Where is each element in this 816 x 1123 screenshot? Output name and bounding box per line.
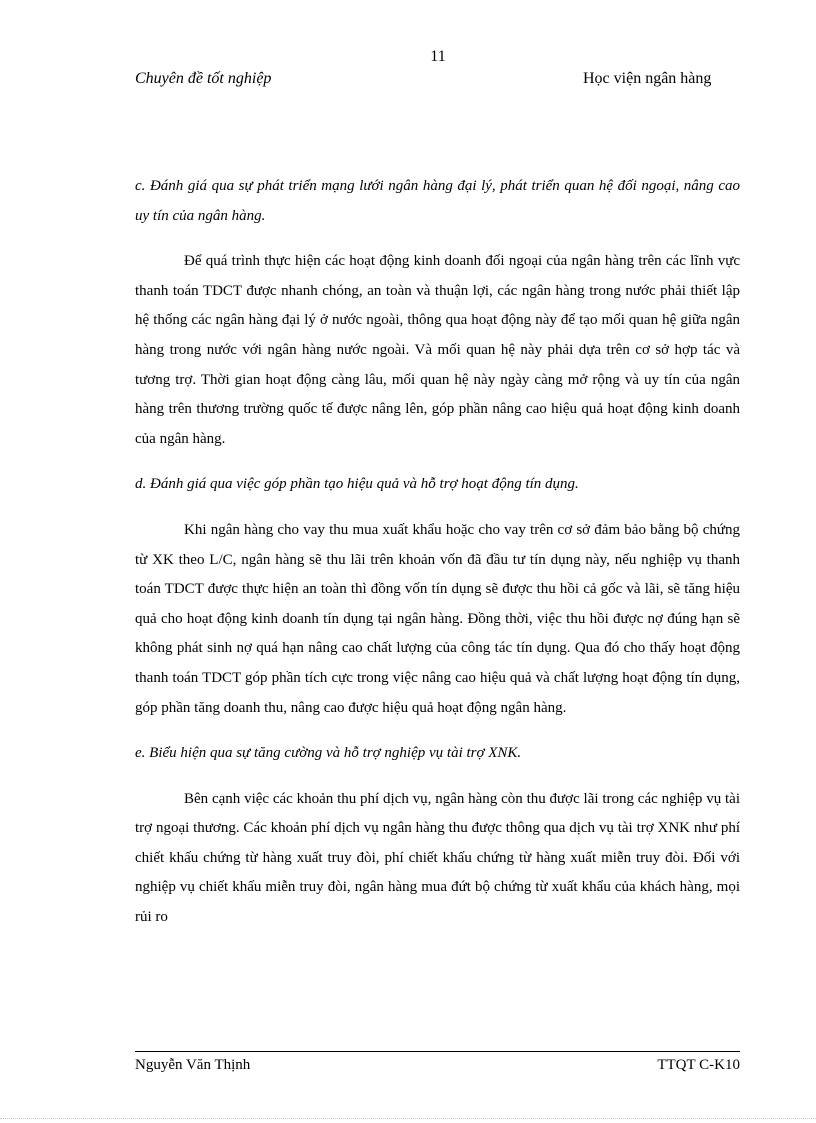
section-heading-c: c. Đánh giá qua sự phát triển mạng lưới ngân hàng đại lý, phát triển quan hệ đối ngoại, nâng cao uy tín của ngân hàng. bbox=[135, 178, 740, 224]
section-paragraph-e: Bên cạnh việc các khoản thu phí dịch vụ, ngân hàng còn thu được lãi trong các nghiệp vụ tài trợ ngoại thương. Các khoản phí dịch vụ ngân hàng thu được thông qua dịch vụ tài trợ XNK như phí chiết khấu chứng từ hàng xuất truy đòi, phí chiết khấu chứng từ hàng xuất miễn truy đòi. Đối với nghiệp vụ chiết khấu miễn truy đòi, ngân hàng mua đứt bộ chứng từ xuất khẩu của khách hàng, mọi rủi ro bbox=[135, 790, 740, 926]
section-heading-e: e. Biểu hiện qua sự tăng cường và hỗ trợ nghiệp vụ tài trợ XNK. bbox=[135, 745, 522, 762]
section-paragraph-c: Để quá trình thực hiện các hoạt động kinh doanh đối ngoại của ngân hàng trên các lĩnh vực thanh toán TDCT được nhanh chóng, an toàn và thuận lợi, các ngân hàng trong nước phải thiết lập hệ thống các ngân hàng đại lý ở nước ngoài, thông qua hoạt động này để tạo mối quan hệ giữa ngân hàng trong nước với ngân hàng nước ngoài. Và mối quan hệ này phải dựa trên cơ sở hợp tác và tương trợ. Thời gian hoạt động càng lâu, mối quan hệ này ngày càng mở rộng và uy tín của ngân hàng trên thương trường quốc tế được nâng lên, góp phần nâng cao hiệu quả hoạt động kinh doanh của ngân hàng. bbox=[135, 253, 740, 447]
section-heading-d: d. Đánh giá qua việc góp phần tạo hiệu quả và hỗ trợ hoạt động tín dụng. bbox=[135, 476, 579, 493]
section-paragraph-d: Khi ngân hàng cho vay thu mua xuất khẩu hoặc cho vay trên cơ sở đảm bảo bằng bộ chứng từ XK theo L/C, ngân hàng sẽ thu lãi trên khoản vốn đã đầu tư tín dụng này, nếu nghiệp vụ thanh toán TDCT được thực hiện an toàn thì đồng vốn tín dụng sẽ được thu hồi cả gốc và lãi, sẽ tăng hiệu quả cho hoạt động kinh doanh tín dụng tại ngân hàng. Đồng thời, việc thu hồi được nợ đúng hạn sẽ không phát sinh nợ quá hạn nâng cao chất lượng của công tác tín dụng. Qua đó cho thấy hoạt động thanh toán TDCT góp phần tích cực trong việc nâng cao hiệu quả và chất lượng hoạt động tín dụng, góp phần tăng doanh thu, nâng cao được hiệu quả hoạt động ngân hàng. bbox=[135, 521, 740, 716]
header-document-title: Chuyên đề tốt nghiệp bbox=[135, 70, 272, 87]
footer-class-code: TTQT C-K10 bbox=[657, 1057, 740, 1073]
page-number: 11 bbox=[430, 48, 446, 65]
document-body bbox=[135, 172, 740, 949]
header-institution: Học viện ngân hàng bbox=[583, 70, 712, 87]
footer-author: Nguyễn Văn Thịnh bbox=[135, 1057, 251, 1073]
footer-divider bbox=[135, 1051, 740, 1052]
page-bottom-border bbox=[0, 1118, 816, 1119]
